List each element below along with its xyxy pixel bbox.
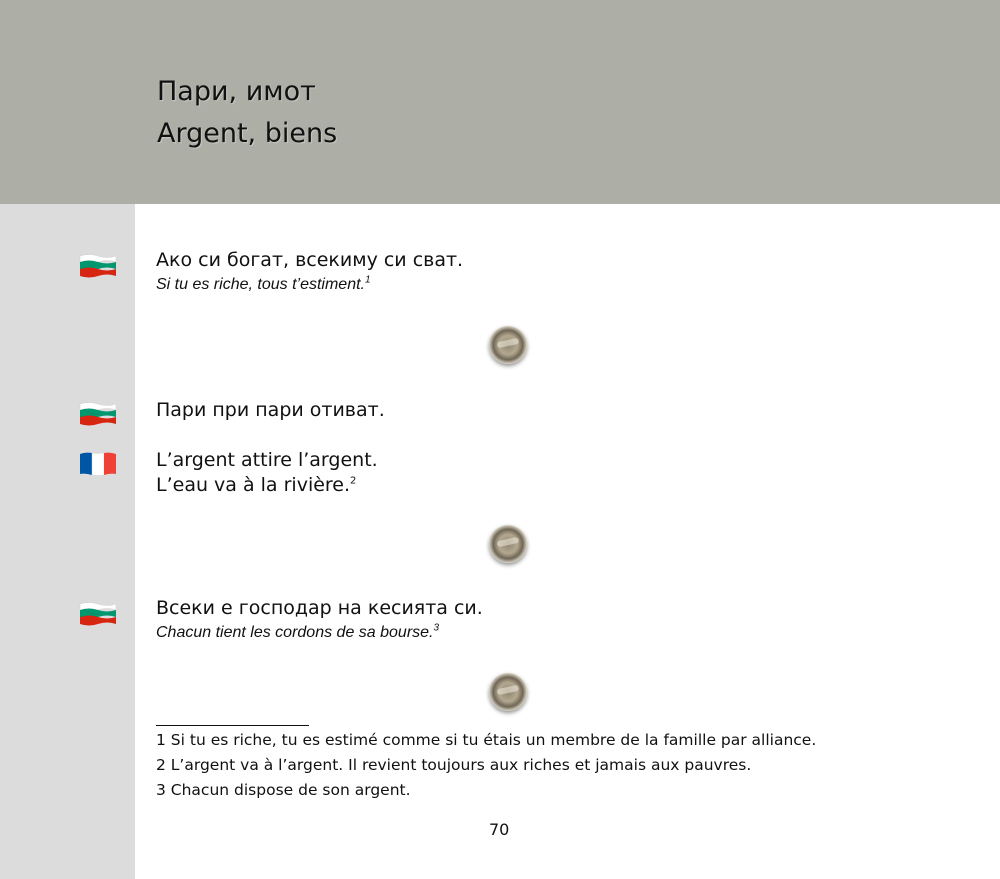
footnote-1: 1 Si tu es riche, tu es estimé comme si tu étais un membre de la famille par alliance. (156, 731, 817, 749)
bulgarian-flag-icon (79, 601, 117, 627)
coin-divider-icon (489, 326, 527, 364)
proverb-bg-3: Всеки е господар на кесията си. (156, 597, 483, 619)
proverb-bg-2: Пари при пари отиват. (156, 399, 385, 421)
footnote-3: 3 Chacun dispose de son argent. (156, 781, 411, 799)
footnote-ref-2: 2 (350, 475, 357, 487)
proverb-translation-3: Chacun tient les cordons de sa bourse.$^3$ (156, 622, 440, 641)
chapter-header (0, 0, 1000, 204)
footnote-2: 2 L’argent va à l’argent. Il revient toujours aux riches et jamais aux pauvres. (156, 756, 752, 774)
proverb-fr-2: L’eau va à la rivière.$^2$ (156, 474, 357, 496)
proverb-translation-1: Si tu es riche, tous t’estiment.$^1$ (156, 274, 371, 293)
footnote-ref-3: 3 (433, 622, 440, 634)
footnote-separator (156, 725, 309, 726)
footnote-ref-1: 1 (364, 274, 371, 286)
chapter-title-bulgarian: Пари, имот (157, 76, 316, 107)
coin-divider-icon (489, 525, 527, 563)
french-flag-icon (79, 451, 117, 477)
bulgarian-flag-icon (79, 401, 117, 427)
chapter-title-french: Argent, biens (157, 118, 338, 149)
bulgarian-flag-icon (79, 253, 117, 279)
page-number: 70 (489, 820, 510, 839)
coin-divider-icon (489, 673, 527, 711)
left-margin-band (0, 204, 135, 879)
proverb-bg-1: Ако си богат, всекиму си сват. (156, 249, 464, 271)
proverb-fr-1: L’argent attire l’argent. (156, 449, 378, 471)
